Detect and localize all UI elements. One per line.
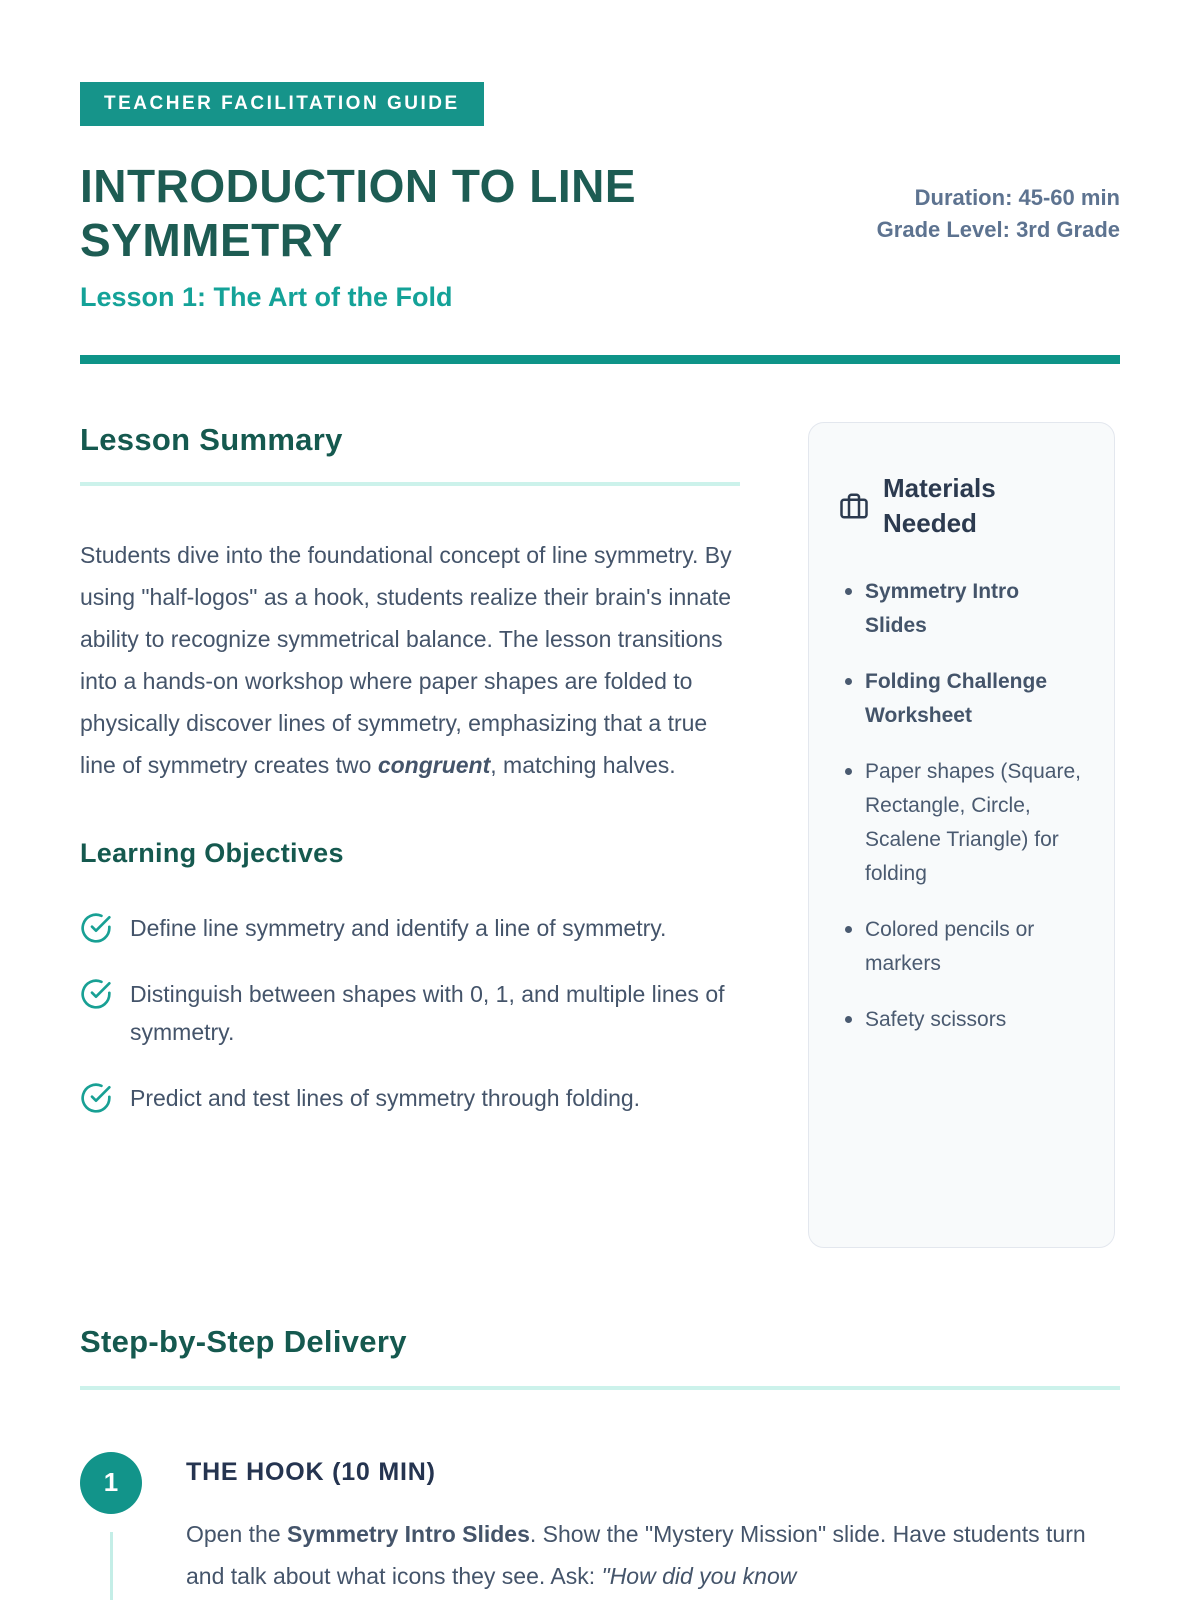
objective-text: Predict and test lines of symmetry through folding. — [130, 1084, 641, 1111]
materials-card-header — [839, 471, 1084, 541]
step-content — [186, 1452, 1120, 1597]
material-item: Colored pencils or markers — [839, 913, 1084, 981]
objective-item — [80, 909, 740, 947]
step-body-italic-question: "How did you know — [601, 1562, 797, 1589]
objective-text: Distinguish between shapes with 0, 1, and multiple lines of symmetry. — [130, 980, 725, 1045]
objective-text: Define line symmetry and identify a line of symmetry. — [130, 914, 667, 941]
step-title: THE HOOK (10 MIN) — [186, 1457, 436, 1486]
objective-item — [80, 1079, 740, 1117]
check-circle-icon — [80, 978, 112, 1010]
step-rail — [80, 1452, 142, 1600]
step-by-step-heading: Step-by-Step Delivery — [80, 1323, 407, 1359]
document-type-badge: TEACHER FACILITATION GUIDE — [80, 82, 484, 126]
materials-list — [839, 575, 1084, 1037]
materials-needed-card — [808, 422, 1115, 1248]
step-body-bold-slides: Symmetry Intro Slides — [287, 1520, 530, 1547]
step-by-step-section — [80, 1324, 1120, 1600]
objective-item — [80, 975, 740, 1051]
check-circle-icon — [80, 912, 112, 944]
document-header — [80, 160, 1120, 313]
lesson-meta — [865, 182, 1120, 246]
lesson-summary-heading: Lesson Summary — [80, 421, 343, 457]
step-timeline-connector — [110, 1532, 113, 1600]
lesson-summary-section — [80, 422, 740, 1145]
meta-grade-level: Grade Level: 3rd Grade — [876, 216, 1120, 242]
page-subtitle: Lesson 1: The Art of the Fold — [80, 281, 453, 312]
step-1 — [80, 1452, 1120, 1600]
step-by-step-divider — [80, 1386, 1120, 1390]
summary-text-part1: Students dive into the foundational concept of line symmetry. By using "half-logos" as a hook, students realize their brain's innate ability to recognize symmetrical balance. The lesson transitions into a hands-on workshop where paper shapes are folded to physically discover lines of symmetry, emphasizing that a true line of symmetry creates two — [80, 541, 732, 778]
title-block — [80, 160, 865, 313]
header-divider — [80, 355, 1120, 364]
briefcase-icon — [839, 491, 869, 521]
materials-card-title: Materials Needed — [883, 472, 996, 538]
summary-text-part2: , matching halves. — [490, 751, 676, 778]
summary-congruent-emphasis: congruent — [377, 751, 491, 778]
material-item: Safety scissors — [839, 1003, 1084, 1037]
learning-objectives-list — [80, 909, 740, 1117]
step-body-part2: . Show the "Mystery Mission" slide. Have students turn and talk about what icons they see. Ask: — [186, 1520, 1086, 1589]
lesson-summary-divider — [80, 482, 740, 486]
meta-duration: Duration: 45-60 min — [914, 185, 1120, 210]
step-number-badge: 1 — [80, 1452, 142, 1514]
page-title: INTRODUCTION TO LINE SYMMETRY — [80, 160, 637, 266]
learning-objectives-heading: Learning Objectives — [80, 837, 344, 868]
check-circle-icon — [80, 1082, 112, 1114]
material-item: Symmetry Intro Slides — [839, 575, 1084, 643]
material-item: Folding Challenge Worksheet — [839, 665, 1084, 733]
lesson-summary-paragraph — [80, 534, 740, 786]
main-content-row — [80, 422, 1120, 1248]
step-body-paragraph — [186, 1513, 1120, 1597]
step-body-part1: Open the — [186, 1520, 288, 1547]
material-item: Paper shapes (Square, Rectangle, Circle, Scalene Triangle) for folding — [839, 755, 1084, 891]
